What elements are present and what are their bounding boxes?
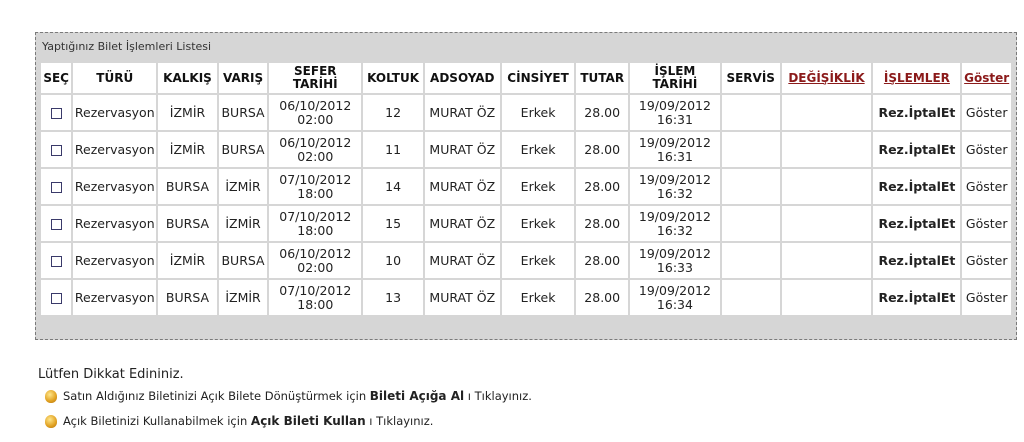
cancel-reservation-link[interactable]: Rez.İptalEt [873, 169, 960, 204]
trip-date-text: 06/10/2012 [279, 245, 352, 261]
select-cell [41, 95, 71, 130]
trip-date-cell [269, 243, 361, 278]
col-header-arrival: VARIŞ [219, 63, 268, 93]
show-link[interactable]: Göster [962, 280, 1011, 315]
gender-cell: Erkek [502, 243, 575, 278]
show-link[interactable]: Göster [962, 243, 1011, 278]
warning-icon [45, 415, 57, 428]
departure-cell: BURSA [158, 169, 217, 204]
col-header-name: ADSOYAD [425, 63, 500, 93]
row-select-checkbox[interactable] [51, 145, 62, 156]
row-select-checkbox[interactable] [51, 256, 62, 267]
trip-time-text: 02:00 [297, 259, 334, 275]
cancel-reservation-link[interactable]: Rez.İptalEt [873, 243, 960, 278]
passenger-name-cell: MURAT ÖZ [425, 243, 500, 278]
cancel-reservation-link[interactable]: Rez.İptalEt [873, 206, 960, 241]
select-cell [41, 169, 71, 204]
trip-date-cell [269, 169, 361, 204]
seat-cell: 12 [363, 95, 423, 130]
gender-cell: Erkek [502, 169, 575, 204]
row-select-checkbox[interactable] [51, 219, 62, 230]
departure-cell: BURSA [158, 280, 217, 315]
arrival-cell: BURSA [219, 95, 268, 130]
passenger-name-cell: MURAT ÖZ [425, 95, 500, 130]
service-cell [722, 169, 780, 204]
arrival-cell: BURSA [219, 132, 268, 167]
seat-cell: 15 [363, 206, 423, 241]
convert-open-ticket-link[interactable]: Bileti Açığa Al [369, 389, 465, 403]
row-select-checkbox[interactable] [51, 108, 62, 119]
trip-time-text: 02:00 [297, 148, 334, 164]
departure-cell: İZMİR [158, 243, 217, 278]
ticket-type-cell: Rezervasyon [73, 280, 156, 315]
service-cell [722, 243, 780, 278]
row-select-checkbox[interactable] [51, 293, 62, 304]
warning-icon [45, 390, 57, 403]
amount-cell: 28.00 [576, 206, 628, 241]
col-header-change-link[interactable]: DEĞİŞİKLİK [782, 63, 872, 93]
show-link[interactable]: Göster [962, 206, 1011, 241]
cancel-reservation-link[interactable]: Rez.İptalEt [873, 132, 960, 167]
ticket-type-cell: Rezervasyon [73, 169, 156, 204]
notice-title: Lütfen Dikkat Edininiz. [38, 367, 184, 382]
departure-cell: İZMİR [158, 132, 217, 167]
arrival-cell: İZMİR [219, 206, 268, 241]
table-header-row [41, 63, 1011, 93]
passenger-name-cell: MURAT ÖZ [425, 132, 500, 167]
col-header-operations-link[interactable]: İŞLEMLER [873, 63, 960, 93]
operation-date-text: 19/09/2012 [638, 134, 711, 150]
cancel-reservation-link[interactable]: Rez.İptalEt [873, 95, 960, 130]
arrival-cell: İZMİR [219, 169, 268, 204]
operation-date-cell [630, 95, 720, 130]
change-cell [782, 132, 872, 167]
service-cell [722, 95, 780, 130]
select-cell [41, 132, 71, 167]
operation-time-text: 16:32 [656, 222, 693, 238]
show-link[interactable]: Göster [962, 132, 1011, 167]
show-link[interactable]: Göster [962, 95, 1011, 130]
amount-cell: 28.00 [576, 169, 628, 204]
gender-cell: Erkek [502, 95, 575, 130]
ticket-type-cell: Rezervasyon [73, 132, 156, 167]
notice-text: Açık Biletinizi Kullanabilmek için [63, 414, 251, 428]
col-header-departure: KALKIŞ [158, 63, 217, 93]
trip-date-cell [269, 280, 361, 315]
amount-cell: 28.00 [576, 243, 628, 278]
operation-time-text: 16:32 [656, 185, 693, 201]
arrival-cell: BURSA [219, 243, 268, 278]
notice-line [45, 414, 433, 428]
col-header-operation-date: İŞLEM TARİHİ [630, 63, 720, 93]
trip-date-text: 07/10/2012 [279, 282, 352, 298]
notice-text: ı Tıklayınız. [365, 414, 434, 428]
change-cell [782, 243, 872, 278]
gender-cell: Erkek [502, 132, 575, 167]
select-cell [41, 206, 71, 241]
trip-date-text: 06/10/2012 [279, 134, 352, 150]
operation-time-text: 16:31 [656, 111, 693, 127]
seat-cell: 14 [363, 169, 423, 204]
notice-line [45, 389, 532, 403]
notice-text: ı Tıklayınız. [464, 389, 532, 403]
col-header-select: SEÇ [41, 63, 71, 93]
change-cell [782, 169, 872, 204]
ticket-type-cell: Rezervasyon [73, 206, 156, 241]
arrival-cell: İZMİR [219, 280, 268, 315]
departure-cell: BURSA [158, 206, 217, 241]
select-cell [41, 243, 71, 278]
trip-time-text: 18:00 [297, 185, 334, 201]
col-header-trip-date: SEFER TARİHİ [269, 63, 361, 93]
col-header-seat: KOLTUK [363, 63, 423, 93]
operation-time-text: 16:33 [656, 259, 693, 275]
gender-cell: Erkek [502, 206, 575, 241]
panel-title: Yaptığınız Bilet İşlemleri Listesi [42, 40, 212, 53]
gender-cell: Erkek [502, 280, 575, 315]
trip-date-cell [269, 95, 361, 130]
operation-time-text: 16:31 [656, 148, 693, 164]
use-open-ticket-link[interactable]: Açık Bileti Kullan [250, 414, 366, 428]
table-row [41, 132, 1011, 167]
col-header-type: TÜRÜ [73, 63, 156, 93]
table-row [41, 206, 1011, 241]
trip-time-text: 02:00 [297, 111, 334, 127]
operation-date-cell [630, 206, 720, 241]
seat-cell: 11 [363, 132, 423, 167]
operation-date-text: 19/09/2012 [638, 97, 711, 113]
passenger-name-cell: MURAT ÖZ [425, 280, 500, 315]
amount-cell: 28.00 [576, 95, 628, 130]
operation-date-text: 19/09/2012 [638, 208, 711, 224]
seat-cell: 10 [363, 243, 423, 278]
ticket-type-cell: Rezervasyon [73, 243, 156, 278]
operation-date-text: 19/09/2012 [638, 171, 711, 187]
cancel-reservation-link[interactable]: Rez.İptalEt [873, 280, 960, 315]
trip-date-cell [269, 206, 361, 241]
trip-date-text: 06/10/2012 [279, 97, 352, 113]
trip-date-text: 07/10/2012 [279, 171, 352, 187]
service-cell [722, 206, 780, 241]
seat-cell: 13 [363, 280, 423, 315]
trip-time-text: 18:00 [297, 296, 334, 312]
table-row [41, 169, 1011, 204]
table-row [41, 95, 1011, 130]
amount-cell: 28.00 [576, 280, 628, 315]
operation-date-cell [630, 280, 720, 315]
show-link[interactable]: Göster [962, 169, 1011, 204]
operation-date-cell [630, 243, 720, 278]
trip-date-text: 07/10/2012 [279, 208, 352, 224]
change-cell [782, 95, 872, 130]
ticket-type-cell: Rezervasyon [73, 95, 156, 130]
trip-date-cell [269, 132, 361, 167]
passenger-name-cell: MURAT ÖZ [425, 206, 500, 241]
operation-time-text: 16:34 [656, 296, 693, 312]
col-header-gender: CİNSİYET [502, 63, 575, 93]
service-cell [722, 132, 780, 167]
ticket-table [39, 61, 1013, 317]
operation-date-text: 19/09/2012 [638, 245, 711, 261]
service-cell [722, 280, 780, 315]
trip-time-text: 18:00 [297, 222, 334, 238]
change-cell [782, 280, 872, 315]
notice-text: Satın Aldığınız Biletinizi Açık Bilete Dönüştürmek için [63, 389, 370, 403]
col-header-amount: TUTAR [576, 63, 628, 93]
operation-date-cell [630, 169, 720, 204]
select-cell [41, 280, 71, 315]
table-row [41, 243, 1011, 278]
amount-cell: 28.00 [576, 132, 628, 167]
col-header-service: SERVİS [722, 63, 780, 93]
col-header-show-link[interactable]: Göster [962, 63, 1011, 93]
operation-date-text: 19/09/2012 [638, 282, 711, 298]
departure-cell: İZMİR [158, 95, 217, 130]
passenger-name-cell: MURAT ÖZ [425, 169, 500, 204]
row-select-checkbox[interactable] [51, 182, 62, 193]
change-cell [782, 206, 872, 241]
table-row [41, 280, 1011, 315]
ticket-list-panel [35, 32, 1017, 340]
operation-date-cell [630, 132, 720, 167]
